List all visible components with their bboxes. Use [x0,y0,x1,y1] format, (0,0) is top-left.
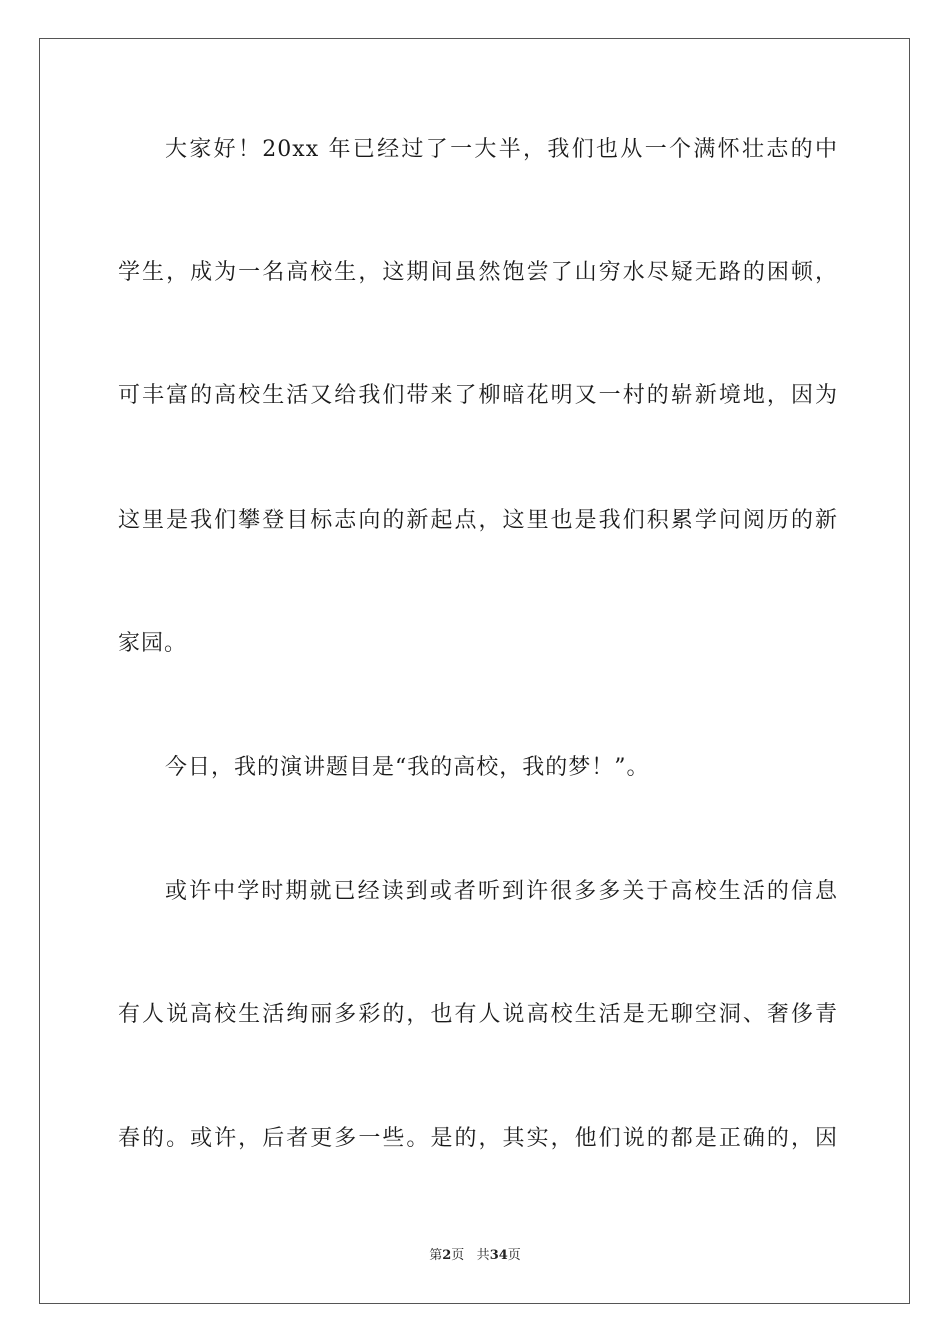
paragraph-1-line-5: 家园。 [118,631,188,656]
paragraph-1-line-4: 这里是我们攀登目标志向的新起点，这里也是我们积累学问阅历的新 [118,508,838,533]
footer-page-suffix: 页 [451,1248,465,1263]
footer-page-number: 2 [442,1248,452,1263]
footer-total-number: 34 [489,1248,508,1263]
paragraph-3-line-2: 有人说高校生活绚丽多彩的，也有人说高校生活是无聊空洞、奢侈青 [118,1002,838,1027]
paragraph-3-line-3: 春的。或许，后者更多一些。是的，其实，他们说的都是正确的，因 [118,1126,838,1151]
footer-page-prefix: 第 [429,1248,443,1263]
footer-total-suffix: 页 [507,1248,521,1263]
footer-total-prefix: 共 [476,1248,490,1263]
paragraph-1-line-1: 大家好！20xx 年已经过了一大半，我们也从一个满怀壮志的中 [165,137,838,162]
page-footer [0,1247,950,1265]
paragraph-2-line-1: 今日，我的演讲题目是“我的高校，我的梦！”。 [165,755,650,780]
paragraph-3-line-1: 或许中学时期就已经读到或者听到许很多多关于高校生活的信息 [165,879,838,904]
page-border [39,38,910,1304]
paragraph-1-line-3: 可丰富的高校生活又给我们带来了柳暗花明又一村的崭新境地，因为 [118,383,838,408]
paragraph-1-line-2: 学生，成为一名高校生，这期间虽然饱尝了山穷水尽疑无路的困顿， [118,260,838,285]
